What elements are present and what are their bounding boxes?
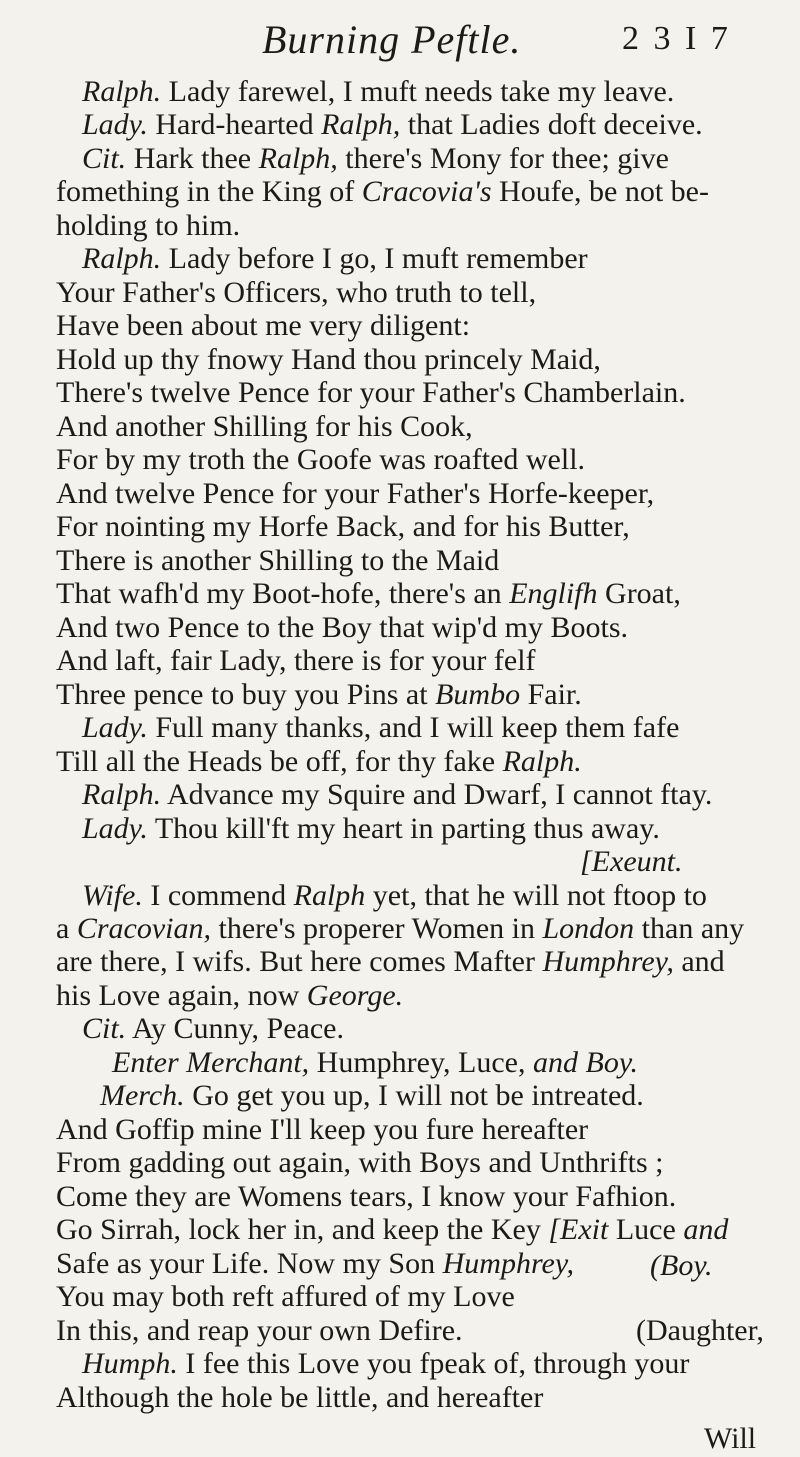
text-line xyxy=(56,1279,515,1315)
text-line xyxy=(82,710,679,746)
text-line xyxy=(56,476,654,512)
text-line xyxy=(56,677,582,713)
italic-text: Ralph xyxy=(293,879,366,912)
text-line xyxy=(580,844,682,880)
text-line xyxy=(82,777,712,813)
text-line xyxy=(82,107,703,143)
text-line xyxy=(82,241,588,277)
italic-text: Merch. xyxy=(100,1079,185,1112)
roman-text: Till all the Heads be off, for thy fake xyxy=(56,745,503,778)
roman-text: Groat, xyxy=(597,577,681,610)
roman-text: Although the hole be little, and hereafter xyxy=(56,1381,544,1414)
text-line xyxy=(56,208,240,244)
roman-text: And Goffip mine I'll keep you fure hereafter xyxy=(56,1113,589,1146)
italic-text: Englifh xyxy=(509,577,598,610)
page-signature: 2 3 I 7 xyxy=(622,20,731,57)
roman-text: Safe as your Life. Now my Son xyxy=(56,1247,443,1280)
roman-text: his Love again, now xyxy=(56,979,307,1012)
text-line xyxy=(100,1078,644,1114)
roman-text: Lady before I go, I muft remember xyxy=(161,242,588,275)
roman-text: Go Sirrah, lock her in, and keep the Key xyxy=(56,1213,549,1246)
text-line xyxy=(56,174,709,210)
italic-text: Lady. xyxy=(82,812,148,845)
text-line xyxy=(56,911,744,947)
text-line xyxy=(650,1248,712,1284)
roman-text: For by my troth the Goofe was roafted well. xyxy=(56,443,586,476)
roman-text: that Ladies doft deceive. xyxy=(400,108,703,141)
text-line xyxy=(56,944,725,980)
roman-text: You may both reft affured of my Love xyxy=(56,1280,515,1313)
roman-text: And twelve Pence for your Father's Horfe-keeper, xyxy=(56,477,655,510)
roman-text: Thou kill'ft my heart in parting thus away. xyxy=(147,812,660,845)
roman-text: And two Pence to the Boy that wip'd my Boots. xyxy=(56,611,629,644)
text-line xyxy=(56,744,582,780)
text-line xyxy=(82,878,707,914)
italic-text: Ralph, xyxy=(258,142,338,175)
italic-text: Cit. xyxy=(82,142,127,175)
roman-text: yet, that he will not ftoop to xyxy=(365,879,707,912)
roman-text: I commend xyxy=(142,879,294,912)
text-line xyxy=(82,811,660,847)
italic-text: Lady. xyxy=(82,108,148,141)
text-line xyxy=(56,409,473,445)
text-line xyxy=(56,308,470,344)
italic-text: Bumbo xyxy=(435,678,521,711)
text-line xyxy=(56,1212,728,1248)
roman-text: are there, I wifs. But here comes Mafter xyxy=(56,945,543,978)
text-line xyxy=(56,1145,663,1181)
roman-text: Lady farewel, I muft needs take my leave. xyxy=(161,75,675,108)
roman-text: (Daughter, xyxy=(636,1314,764,1347)
text-line xyxy=(82,141,669,177)
roman-text: Hold up thy fnowy Hand thou princely Maid, xyxy=(56,343,601,376)
roman-text: And another Shilling for his Cook, xyxy=(56,410,473,443)
roman-text: That wafh'd my Boot-hofe, there's an xyxy=(56,577,510,610)
italic-text: George. xyxy=(306,979,404,1012)
roman-text: Come they are Womens tears, I know your Fafhion. xyxy=(56,1180,677,1213)
roman-text: Ay Cunny, Peace. xyxy=(126,1012,344,1045)
italic-text: Humphrey, xyxy=(542,945,674,978)
roman-text: Go get you up, I will not be intreated. xyxy=(184,1079,644,1112)
roman-text: There's twelve Pence for your Father's Chamberlain. xyxy=(56,376,686,409)
roman-text: And laft, fair Lady, there is for your felf xyxy=(56,644,536,677)
italic-text: Ralph. xyxy=(502,745,582,778)
roman-text: Hark thee xyxy=(126,142,259,175)
text-line xyxy=(82,1011,344,1047)
italic-text: Wife. xyxy=(82,879,143,912)
roman-text: fomething in the King of xyxy=(56,175,362,208)
text-line xyxy=(56,509,630,545)
roman-text: there's Mony for thee; give xyxy=(337,142,669,175)
roman-text: than any xyxy=(634,912,745,945)
roman-text: there's properer Women in xyxy=(210,912,543,945)
roman-text: For nointing my Horfe Back, and for his Butter, xyxy=(56,510,630,543)
text-line xyxy=(56,1380,543,1416)
italic-text: [Exeunt. xyxy=(580,845,683,878)
roman-text: Three pence to buy you Pins at xyxy=(56,678,436,711)
text-line xyxy=(56,643,536,679)
italic-text: London xyxy=(542,912,635,945)
text-line xyxy=(56,610,628,646)
roman-text: Will xyxy=(704,1422,757,1455)
text-line xyxy=(56,342,601,378)
roman-text: and xyxy=(673,945,725,978)
text-line xyxy=(56,442,585,478)
roman-text: Have been about me very diligent: xyxy=(56,309,471,342)
text-line xyxy=(56,1246,574,1282)
italic-text: Humph. xyxy=(82,1347,178,1380)
roman-text: Houfe, be not be- xyxy=(491,175,709,208)
text-line xyxy=(56,1179,676,1215)
running-title: Burning Peftle. xyxy=(262,17,522,62)
italic-text: Cit. xyxy=(82,1012,127,1045)
text-line xyxy=(56,1313,463,1349)
roman-text: Hard-hearted xyxy=(147,108,322,141)
italic-text: Ralph. xyxy=(82,778,162,811)
text-line xyxy=(56,576,681,612)
italic-text: Ralph, xyxy=(321,108,401,141)
italic-text: and Boy. xyxy=(533,1046,638,1079)
roman-text: In this, and reap your own Defire. xyxy=(56,1314,463,1347)
text-line xyxy=(56,978,403,1014)
roman-text: Your Father's Officers, who truth to tell, xyxy=(56,276,537,309)
page-header xyxy=(0,0,800,80)
italic-text: Lady. xyxy=(82,711,148,744)
roman-text: I fee this Love you fpeak of, through your xyxy=(177,1347,690,1380)
roman-text: Luce xyxy=(608,1213,684,1246)
italic-text: Ralph. xyxy=(82,75,162,108)
italic-text: Enter Merchant, xyxy=(112,1046,310,1079)
text-line xyxy=(704,1421,756,1457)
text-line xyxy=(56,543,499,579)
roman-text: Full many thanks, and I will keep them fafe xyxy=(147,711,680,744)
roman-text: Advance my Squire and Dwarf, I cannot ftay. xyxy=(161,778,713,811)
text-line xyxy=(82,74,674,110)
italic-text: [Exit xyxy=(548,1213,609,1246)
text-line xyxy=(112,1045,638,1081)
roman-text: Humphrey, Luce, xyxy=(309,1046,533,1079)
roman-text: holding to him. xyxy=(56,209,241,242)
text-line xyxy=(56,1112,588,1148)
roman-text: From gadding out again, with Boys and Unthrifts ; xyxy=(56,1146,664,1179)
text-line xyxy=(56,275,536,311)
roman-text: a xyxy=(56,912,77,945)
italic-text: (Boy. xyxy=(650,1249,713,1282)
italic-text: Cracovia's xyxy=(361,175,492,208)
roman-text: There is another Shilling to the Maid xyxy=(56,544,500,577)
italic-text: and xyxy=(683,1213,729,1246)
italic-text: Ralph. xyxy=(82,242,162,275)
text-line xyxy=(82,1346,689,1382)
italic-text: Cracovian, xyxy=(76,912,211,945)
text-line xyxy=(56,375,686,411)
text-line xyxy=(636,1313,764,1349)
italic-text: Humphrey, xyxy=(442,1247,574,1280)
roman-text: Fair. xyxy=(520,678,582,711)
